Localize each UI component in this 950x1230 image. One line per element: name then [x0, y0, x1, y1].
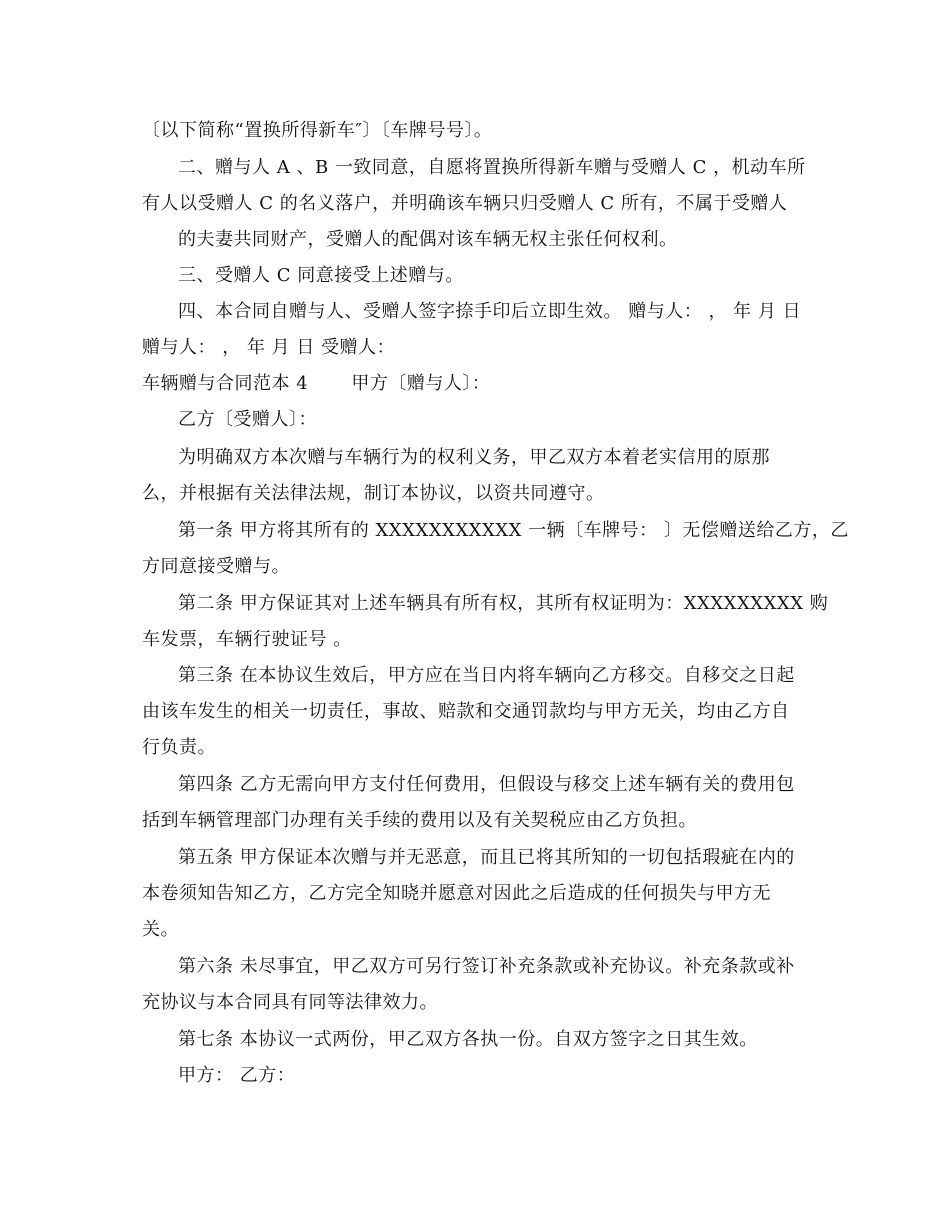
text-line: 的夫妻共同财产，受赠人的配偶对该车辆无权主张任何权利。	[178, 229, 678, 250]
text-line: 第四条 乙方无需向甲方支付任何费用，但假设与移交上述车辆有关的费用包	[178, 774, 795, 795]
text-line: 〔以下简称“置换所得新车″〕〔车牌号号〕。	[142, 120, 493, 141]
text-line: 括到车辆管理部门办理有关手续的费用以及有关契税应由乙方负担。	[142, 810, 697, 831]
text-line: 有人以受赠人 C 的名义落户，并明确该车辆只归受赠人 C 所有，不属于受赠人	[142, 193, 788, 214]
text-line: 由该车发生的相关一切责任，事故、赔款和交通罚款均与甲方无关，均由乙方自	[142, 701, 790, 722]
text-line: 第六条 未尽事宜，甲乙双方可另行签订补充条款或补充协议。补充条款或补	[178, 956, 795, 977]
text-line: 本卷须知告知乙方，乙方完全知晓并愿意对因此之后造成的任何损失与甲方无	[142, 883, 771, 904]
text-line: 赠与人： ， 年 月 日 受赠人：	[142, 337, 396, 358]
text-line: 么，并根据有关法律法规，制订本协议，以资共同遵守。	[142, 483, 605, 504]
text-line: 二、赠与人 A 、B 一致同意，自愿将置换所得新车赠与受赠人 C ，机动车所	[178, 157, 806, 178]
text-line: 第三条 在本协议生效后，甲方应在当日内将车辆向乙方移交。自移交之日起	[178, 665, 795, 686]
text-line: 三、受赠人 C 同意接受上述赠与。	[178, 265, 464, 286]
text-line: 乙方〔受赠人〕：	[178, 409, 317, 430]
text-line: 车发票，车辆行驶证号 。	[142, 629, 352, 650]
text-line: 为明确双方本次赠与车辆行为的权利义务，甲乙双方本着老实信用的原那	[178, 447, 770, 468]
text-line: 第五条 甲方保证本次赠与并无恶意，而且已将其所知的一切包括瑕疵在内的	[178, 847, 795, 868]
text-line: 第一条 甲方将其所有的 XXXXXXXXXXX 一辆〔车牌号： 〕无偿赠送给乙方，乙	[178, 520, 849, 541]
text-line: 充协议与本合同具有同等法律效力。	[142, 992, 438, 1013]
text-line: 甲方： 乙方：	[178, 1065, 296, 1086]
text-line: 第二条 甲方保证其对上述车辆具有所有权，其所有权证明为：XXXXXXXXX 购	[178, 593, 829, 614]
text-line: 四、本合同自赠与人、受赠人签字捺手印后立即生效。 赠与人： ， 年 月 日	[178, 301, 802, 322]
text-line: 车辆赠与合同范本 4 甲方〔赠与人〕：	[142, 373, 491, 394]
text-line: 方同意接受赠与。	[142, 556, 290, 577]
text-line: 第七条 本协议一式两份，甲乙双方各执一份。自双方签字之日其生效。	[178, 1029, 758, 1050]
text-line: 行负责。	[142, 737, 216, 758]
text-line: 关。	[142, 919, 179, 940]
